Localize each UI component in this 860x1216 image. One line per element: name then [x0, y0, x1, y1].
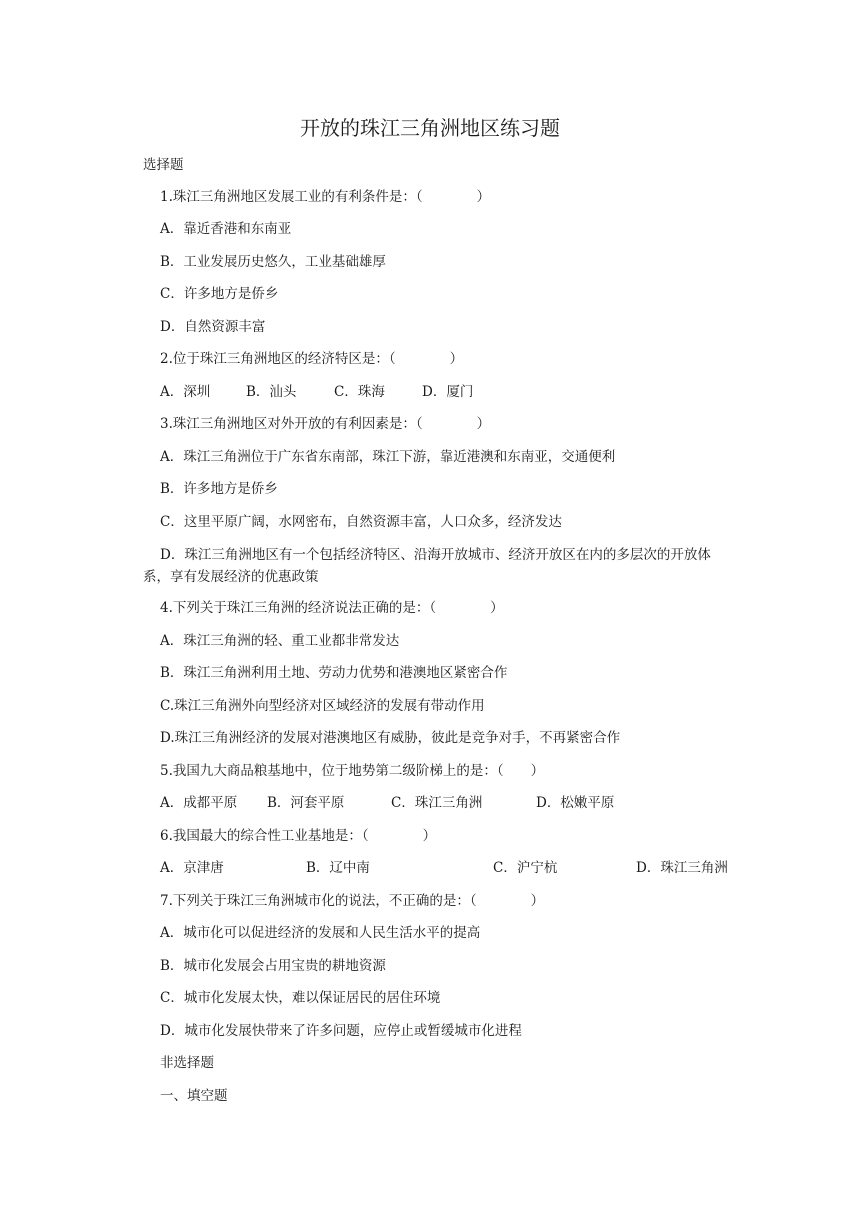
question-1-stem: 1.珠江三角洲地区发展工业的有利条件是：（ ）	[160, 189, 491, 205]
question-5-option-a: A．成都平原	[160, 795, 238, 811]
question-3-option-c: C．这里平原广阔，水网密布，自然资源丰富，人口众多，经济发达	[160, 514, 562, 530]
question-6-option-d: D．珠江三角洲	[636, 860, 728, 876]
question-5-stem: 5.我国九大商品粮基地中，位于地势第二级阶梯上的是：（ ）	[160, 763, 545, 779]
question-2-options-row	[160, 382, 760, 402]
question-5-option-b: B．河套平原	[267, 795, 345, 811]
section-heading-nonchoice: 非选择题	[160, 1055, 214, 1071]
question-2-stem: 2.位于珠江三角洲地区的经济特区是：（ ）	[160, 351, 464, 367]
question-2-option-a: A．深圳	[160, 384, 211, 400]
document-title: 开放的珠江三角洲地区练习题	[300, 116, 560, 140]
question-3-option-a: A．珠江三角洲位于广东省东南部，珠江下游，靠近港澳和东南亚，交通便利	[160, 449, 616, 465]
question-5-option-d: D．松嫩平原	[536, 795, 615, 811]
question-7-option-b: B．城市化发展会占用宝贵的耕地资源	[160, 958, 386, 974]
question-4-option-b: B．珠江三角洲利用土地、劳动力优势和港澳地区紧密合作	[160, 665, 508, 681]
question-1-option-c: C．许多地方是侨乡	[160, 286, 279, 302]
question-7-option-d: D．城市化发展快带来了许多问题，应停止或暂缓城市化进程	[160, 1023, 522, 1039]
question-6-stem: 6.我国最大的综合性工业基地是：（ ）	[160, 828, 437, 844]
question-2-option-c: C．珠海	[334, 384, 385, 400]
section-heading-choice: 选择题	[143, 157, 184, 173]
question-6-option-c: C．沪宁杭	[493, 860, 558, 876]
question-2-option-d: D．厦门	[422, 384, 474, 400]
question-5-options-row	[160, 793, 760, 813]
question-4-option-a: A．珠江三角洲的轻、重工业都非常发达	[160, 633, 400, 649]
question-7-stem: 7.下列关于珠江三角洲城市化的说法，不正确的是：（ ）	[160, 893, 545, 909]
question-6-option-a: A．京津唐	[160, 860, 224, 876]
question-5-option-c: C．珠江三角洲	[391, 795, 483, 811]
question-4-stem: 4.下列关于珠江三角洲的经济说法正确的是：（ ）	[160, 600, 504, 616]
question-1-option-b: B．工业发展历史悠久，工业基础雄厚	[160, 254, 386, 270]
question-7-option-c: C．城市化发展太快，难以保证居民的居住环境	[160, 990, 441, 1006]
question-3-option-d: D．珠江三角洲地区有一个包括经济特区、沿海开放城市、经济开放区在内的多层次的开放体系，享有发展经济的优惠政策	[143, 547, 711, 585]
subsection-heading-fill-blank: 一、填空题	[160, 1088, 228, 1104]
question-7-option-a: A．城市化可以促进经济的发展和人民生活水平的提高	[160, 925, 481, 941]
question-4-option-d: D.珠江三角洲经济的发展对港澳地区有威胁，彼此是竞争对手，不再紧密合作	[160, 730, 621, 746]
question-4-option-c: C.珠江三角洲外向型经济对区域经济的发展有带动作用	[160, 698, 485, 714]
question-3-stem: 3.珠江三角洲地区对外开放的有利因素是：（ ）	[160, 416, 491, 432]
question-6-option-b: B．辽中南	[306, 860, 370, 876]
question-1-option-a: A．靠近香港和东南亚	[160, 221, 292, 237]
question-2-option-b: B．汕头	[246, 384, 297, 400]
question-6-options-row	[160, 858, 760, 878]
question-3-option-b: B．许多地方是侨乡	[160, 481, 278, 497]
question-1-option-d: D．自然资源丰富	[160, 319, 266, 335]
